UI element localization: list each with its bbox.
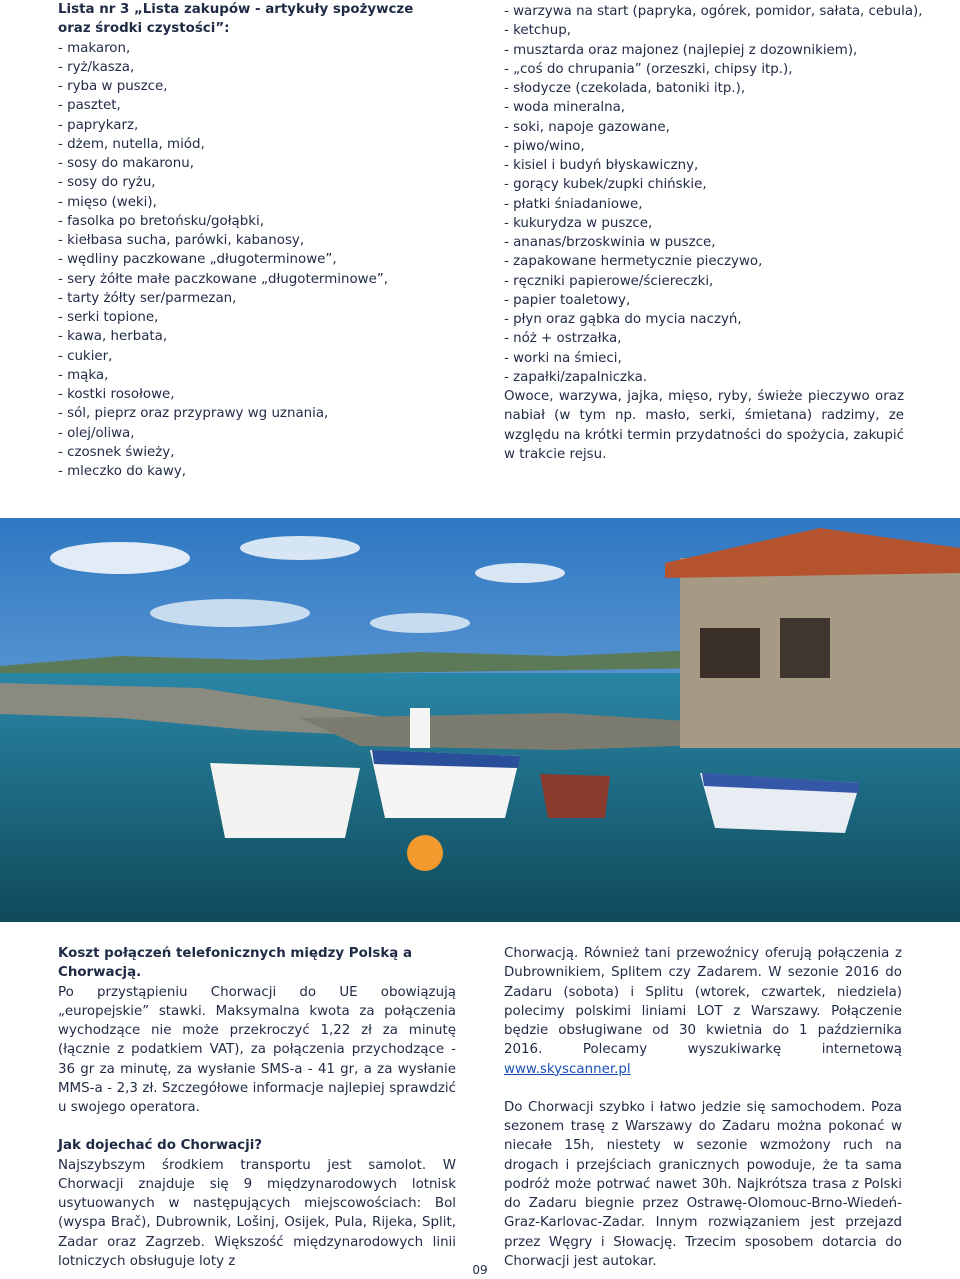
list-item: - worki na śmieci, [504,350,622,366]
travel-body-left: Najszybszym środkiem transportu jest samolot. W Chorwacji znajduje się 9 międzynarodowych lotnisk usytuowanych w następujących miejscowościach: Bol (wyspa Brač), Dubrownik, Lošinj, Osijek, Pula, Rijeka, Split, Zadar oraz Zagrzeb. Większość międzynarodowych linii lotniczych obsługuje loty z [58,1157,456,1269]
cloud [150,599,310,627]
list-item: - olej/oliwa, [58,425,135,441]
travel-body-right-2: Do Chorwacji szybko i łatwo jedzie się samochodem. Poza sezonem trasę z Warszawy do Zadaru można pokonać w niecałe 15h, niestety w sezonie wzmożony ruch na drogach i przejściach granicznych powoduje, że ta sama podróż może potrwać nawet 30h. Najkrótsza trasa z Polski do Zadaru biegnie przez Ostrawę-Olomouc-Brno-Wiedeń-Graz-Karlovac-Zadar. Innym rozwiązaniem jest przejazd przez Węgry i Słowację. Trzecim sposobem dotarcia do Chorwacji jest autokar. [504,1099,902,1269]
house-door [780,618,830,678]
cloud [370,613,470,633]
list-item: - sery żółte małe paczkowane „długoterminowe”, [58,271,389,287]
list-item: - fasolka po bretońsku/gołąbki, [58,213,264,229]
list-title-line1: Lista nr 3 „Lista zakupów - artykuły spożywcze [58,2,414,17]
list-title-line2: oraz środki czystości”: [58,21,230,37]
list-item: - dżem, nutella, miód, [58,136,205,152]
travel-body-right-text: Chorwacją. Również tani przewoźnicy oferują połączenia z Dubrownikiem, Splitem czy Zadarem. W sezonie 2016 do Zadaru (sobota) i Splitu (wtorek, czwartek, niedziela) polecimy polskimi liniami LOT z Warszawy. Połączenie będzie obsługiwane od 30 kwietnia do 1 października 2016. Polecamy wyszukiwarkę internetową [504,946,902,1058]
list-item: - sosy do makaronu, [58,156,194,171]
list-item: - warzywa na start (papryka, ogórek, pomidor, sałata, cebula), [504,4,923,19]
cloud [50,542,190,574]
list-item: - woda mineralna, [504,100,626,116]
list-item: - zapakowane hermetycznie pieczywo, [504,254,763,270]
list-item: - „coś do chrupania” (orzeszki, chipsy itp.), [504,61,793,77]
phone-body: Po przystąpieniu Chorwacji do UE obowiązują „europejskie” stawki. Maksymalna kwota za połączenia wychodzące nie może przekroczyć 1,22 zł za minutę (łącznie z podatkiem VAT), za połączenia przychodzące - 36 gr za minutę, za wysłanie SMS-a - 41 gr, a za wysłanie MMS-a - 2,3 zł. Szczegółowe informacje najlepiej sprawdzić u swojego operatora. [58,984,456,1115]
list-item: - wędliny paczkowane „długoterminowe”, [58,252,337,268]
shopping-list-right-column [504,2,923,464]
list-item: - ketchup, [504,23,571,39]
list-item: - sól, pieprz oraz przyprawy wg uznania, [58,406,329,422]
shopping-list-items-left [58,39,458,482]
list-item: - pasztet, [58,98,121,114]
list-item: - ryż/kasza, [58,59,135,75]
travel-body-right-1 [504,944,902,1079]
phone-heading: Koszt połączeń telefonicznych między Polską a Chorwacją. [58,946,413,981]
cloud [240,536,360,560]
red-boat [540,774,610,818]
page-number: 09 [472,1263,488,1277]
list-item: - kawa, herbata, [58,329,168,345]
boat-cabin [410,708,430,748]
list-item: - mleczko do kawy, [58,464,187,479]
skyscanner-link[interactable]: www.skyscanner.pl [504,1061,631,1077]
list-item: - musztarda oraz majonez (najlepiej z dozownikiem), [504,42,858,58]
list-item: - makaron, [58,40,131,56]
list-item: - słodycze (czekolada, batoniki itp.), [504,81,746,96]
white-boat [210,763,360,838]
list-item: - sosy do ryżu, [58,175,156,191]
list-item: - tarty żółty ser/parmezan, [58,290,237,306]
list-item: - kukurydza w puszce, [504,215,653,231]
list-item: - serki topione, [58,310,159,325]
list-item: - czosnek świeży, [58,444,175,460]
list-item: - gorący kubek/zupki chińskie, [504,177,707,193]
travel-heading: Jak dojechać do Chorwacji? [58,1138,263,1154]
list-item: - płatki śniadaniowe, [504,196,643,212]
list-item: - papier toaletowy, [504,292,631,308]
list-item: - ręczniki papierowe/ściereczki, [504,273,714,289]
list-item: - mąka, [58,367,109,383]
shopping-list-left-column [58,0,458,481]
shopping-note: Owoce, warzywa, jajka, mięso, ryby, świeże pieczywo oraz nabiał (w tym np. masło, serki, śmietana) radzimy, ze względu na krótki termin przydatności do spożycia, zakupić w trakcie rejsu. [504,389,904,462]
list-item: - paprykarz, [58,117,139,133]
list-item: - kostki rosołowe, [58,387,175,402]
list-item: - piwo/wino, [504,138,585,154]
list-item: - kiełbasa sucha, parówki, kabanosy, [58,233,305,248]
phone-and-travel-left [58,944,456,1271]
list-item: - mięso (weki), [58,194,157,210]
travel-right-column [504,944,902,1271]
harbor-illustration [0,518,960,922]
shopping-list-items-right [504,2,923,387]
list-item: - płyn oraz gąbka do mycia naczyń, [504,312,742,327]
house-window [700,628,760,678]
list-item: - nóż + ostrzałka, [504,331,622,347]
list-item: - ryba w puszce, [58,79,168,94]
list-item: - cukier, [58,348,113,364]
cloud [475,563,565,583]
list-item: - soki, napoje gazowane, [504,119,670,135]
list-item: - kisiel i budyń błyskawiczny, [504,158,699,173]
harbor-photo [0,518,960,922]
list-item: - ananas/brzoskwinia w puszce, [504,235,716,250]
orange-buoy [407,835,443,871]
list-item: - zapałki/zapalniczka. [504,369,648,385]
